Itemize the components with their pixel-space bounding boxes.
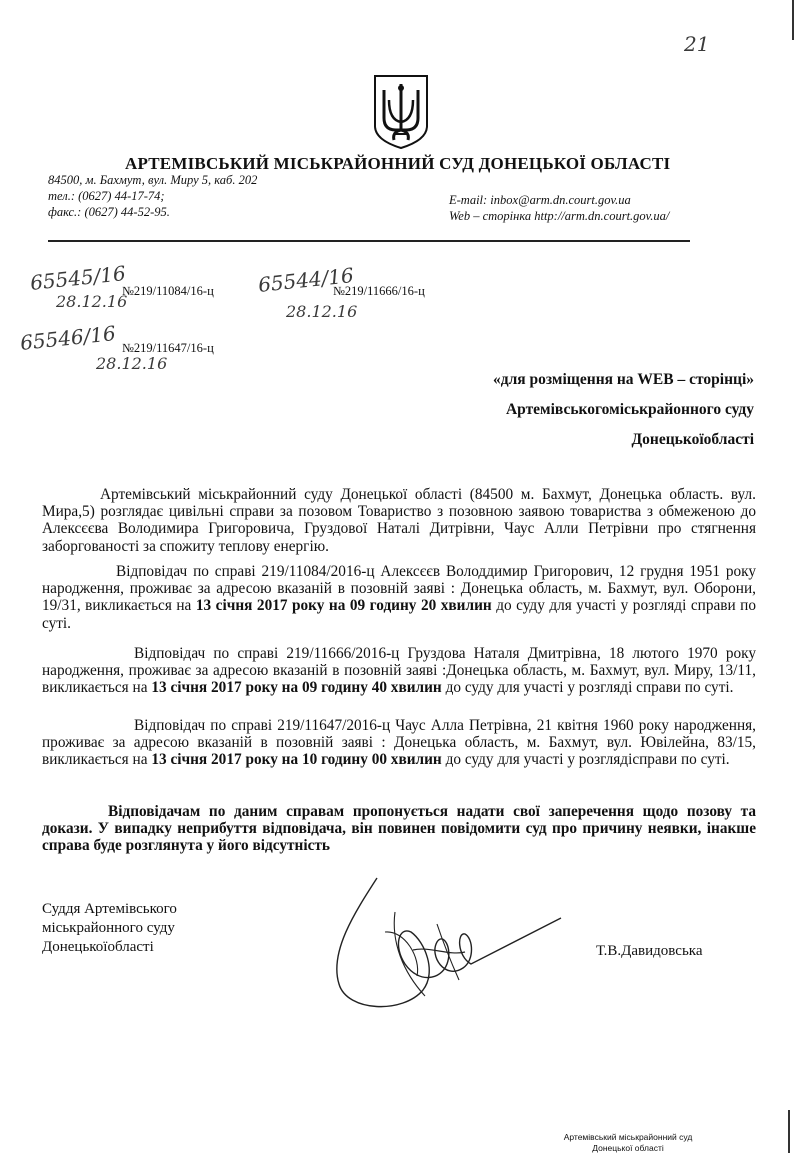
case-number-2: №219/11666/16-ц [333,284,425,298]
notice-paragraph [42,803,756,855]
case-number-3: №219/11647/16-ц [122,341,214,355]
judge-title-line-2: міськрайонного суду [42,920,175,936]
scan-edge-bottom [788,1110,790,1153]
handwritten-reg-date-2: 28.12.16 [286,302,358,321]
handwritten-reg-number-3: 65546/16 [19,321,117,355]
body-paragraph-2 [42,563,756,632]
handwritten-reg-date-3: 28.12.16 [96,354,168,373]
defendant-3-suffix: до суду для участі у розглядісправи по суті. [441,751,730,769]
judge-name: Т.В.Давидовська [596,943,703,959]
scan-edge-top [792,0,794,40]
defendant-2-hearing-date: 13 січня 2017 року на 09 годину 40 хвилин [151,679,442,697]
destination-line-1: «для розміщення на WEB – сторінці» [493,371,754,388]
court-email: E-mail: inbox@arm.dn.court.gov.ua [449,193,631,207]
body-paragraph-1 [42,486,756,555]
coat-of-arms-icon [372,74,430,150]
case-number-1: №219/11084/16-ц [122,284,214,298]
defendant-2-text: Відповідач по справі 219/11666/2016-ц Груздова Наталя Дмитрівна, 18 лютого 1970 року народження, проживає за адресою вказаній в позовній заяві :Донецька область, м. Бахмут, вул. Миру, 13/11, викликається на [42,645,756,697]
defendant-2-suffix: до суду для участі у розгляді справи по суті. [441,679,734,697]
handwritten-reg-number-1: 65545/16 [29,261,127,295]
destination-line-3: Донецькоїобласті [631,431,754,448]
handwritten-reg-number-2: 65544/16 [257,263,355,297]
defendant-3-text: Відповідач по справі 219/11647/2016-ц Чаус Алла Петрівна, 21 квітня 1960 року народження, проживає за адресою вказаній в позовній заяві : Донецька область, м. Бахмут, вул. Ювілейна, 83/15, викликається на [42,717,756,769]
stamp-line-2: Донецької області [592,1143,664,1153]
court-fax: факс.: (0627) 44-52-95. [48,205,170,219]
destination-line-2: Артемівськогоміськрайонного суду [505,401,754,418]
court-stamp [548,1132,708,1154]
court-phone: тел.: (0627) 44-17-74; [48,189,165,203]
body-paragraph-4 [42,717,756,769]
judge-title-line-3: Донецькоїобласті [42,939,154,955]
notice-text: Відповідачам по даним справам пропонується надати свої заперечення щодо позову та докази. У випадку неприбуття відповідача, він повинен повідомити суд про причину неявки, інакше справа буде розглянута у його відсутність [42,803,756,855]
body-paragraph-1-text: Артемівський міськрайонний суду Донецької області (84500 м. Бахмут, Донецька область. вул. Мира,5) розглядає цивільні справи за позовом Товариство з позовною заявою товариства з обмеженою до Алексєєва Володимира Григоровича, Груздової Наталі Дитрівни, Чаус Алли Петрівни про стягнення заборгованості за спожиту теплову енергію. [42,486,756,555]
judge-title-line-1: Суддя Артемівського [42,901,177,917]
stamp-line-1: Артемівський міськрайонний суд [563,1132,693,1142]
body-paragraph-3 [42,645,756,697]
court-website: Web – сторінка http://arm.dn.court.gov.ua/ [449,209,670,223]
handwritten-signature [325,872,565,1020]
defendant-1-hearing-date: 13 січня 2017 року на 09 годину 20 хвилин [195,597,492,615]
defendant-3-hearing-date: 13 січня 2017 року на 10 годину 00 хвилин [151,751,442,769]
defendant-1-text: Відповідач по справі 219/11084/2016-ц Алексєєв Володдимир Григорович, 12 грудня 1951 року народження, проживає за адресою вказаній в позовній заяві : Донецька область, м. Бахмут, вул. Оборони, 19/31, викликається на [42,563,756,615]
court-address: 84500, м. Бахмут, вул. Миру 5, каб. 202 [48,173,258,187]
defendant-1-suffix: до суду для участі у розгляді справи по суті. [42,597,756,632]
page-number: 21 [684,32,710,56]
header-divider [48,240,690,242]
handwritten-reg-date-1: 28.12.16 [56,292,128,311]
court-name: АРТЕМІВСЬКИЙ МІСЬКРАЙОННИЙ СУД ДОНЕЦЬКОЇ ОБЛАСТІ [125,154,671,173]
